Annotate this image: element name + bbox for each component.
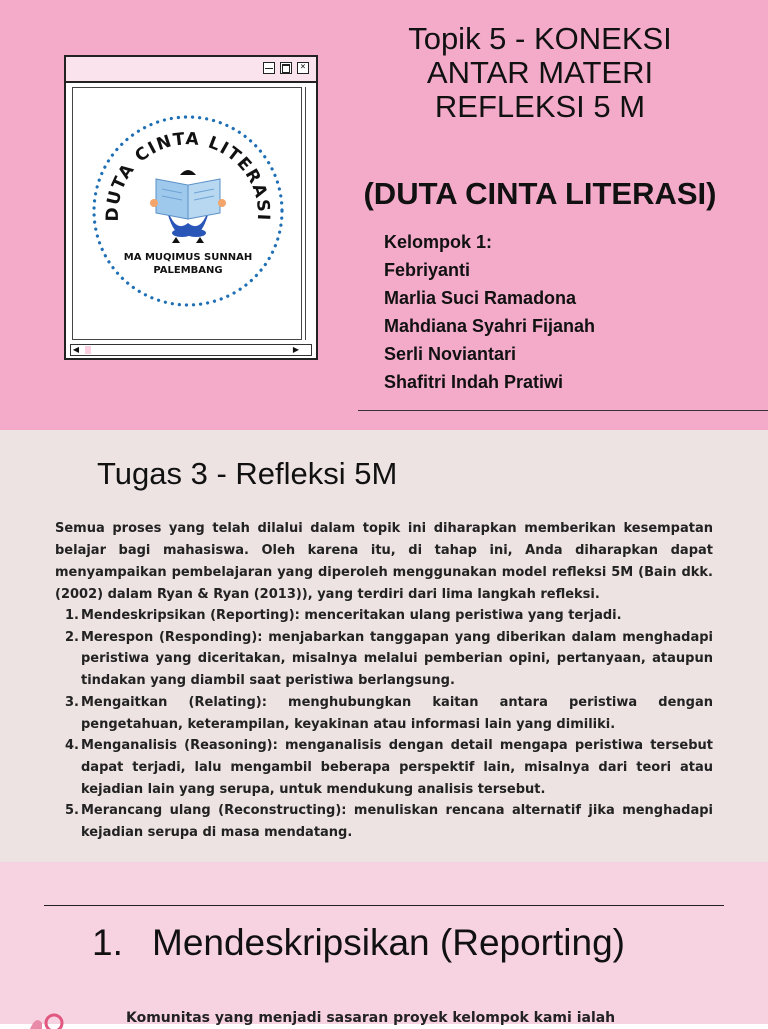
scroll-right-icon[interactable]: ▶ bbox=[292, 345, 300, 354]
member-name: Serli Noviantari bbox=[384, 344, 517, 364]
member-name: Febriyanti bbox=[384, 260, 471, 280]
step-number: 1. bbox=[65, 608, 79, 623]
step-number: 3. bbox=[65, 694, 79, 710]
scrollbar-thumb[interactable] bbox=[85, 346, 91, 354]
cover-section bbox=[0, 0, 768, 430]
step-number: 2. bbox=[65, 629, 79, 645]
steps-list bbox=[55, 605, 713, 844]
title-line-3: REFLEKSI 5 M bbox=[434, 89, 646, 124]
task-heading: Tugas 3 - Refleksi 5M bbox=[97, 456, 398, 491]
page-subtitle: (DUTA CINTA LITERASI) bbox=[363, 176, 717, 211]
logo-arc-text: DUTA CINTA LITERASI bbox=[102, 129, 274, 223]
window-frame bbox=[64, 55, 318, 360]
member-name: Mahdiana Syahri Fijanah bbox=[384, 316, 596, 336]
divider bbox=[44, 905, 724, 906]
vertical-scrollbar[interactable] bbox=[305, 87, 314, 340]
title-line-2: ANTAR MATERI bbox=[426, 55, 654, 90]
step-text: Menganalisis (Reasoning): menganalisis dengan detail mengapa peristiwa tersebut dapat terjadi, lalu mengambil beberapa perspektif lain, misalnya dari teori atau kejadian lain yang serupa, untuk mendukung analisis tersebut. bbox=[81, 738, 713, 797]
divider bbox=[358, 410, 768, 411]
member-name: Shafitri Indah Pratiwi bbox=[384, 372, 564, 392]
list-item bbox=[55, 800, 713, 843]
logo-school-line-2: PALEMBANG bbox=[153, 265, 223, 276]
section-heading-text: Mendeskripsikan (Reporting) bbox=[152, 922, 625, 963]
maximize-icon[interactable] bbox=[280, 62, 292, 74]
member-list bbox=[384, 228, 595, 396]
logo-graphic bbox=[90, 113, 286, 309]
decorative-figure-icon bbox=[30, 1009, 70, 1029]
list-item bbox=[55, 692, 713, 735]
task-intro: Semua proses yang telah dilalui dalam topik ini diharapkan memberikan kesempatan belajar bagi mahasiswa. Oleh karena itu, di tahap ini, Anda diharapkan dapat menyampaikan pembelajaran yang diperoleh menggunakan model refleksi 5M (Bain dkk. (2002) dalam Ryan & Ryan (2013)), yang terdiri dari lima langkah refleksi. bbox=[55, 521, 713, 602]
close-icon[interactable]: × bbox=[297, 62, 309, 74]
task-section bbox=[0, 430, 768, 862]
minimize-icon[interactable] bbox=[263, 62, 275, 74]
step-number: 5. bbox=[65, 803, 79, 819]
list-item bbox=[55, 735, 713, 800]
logo-school-name bbox=[90, 251, 286, 277]
step-text: Merespon (Responding): menjabarkan tanggapan yang diberikan dalam menghadapi peristiwa yang diceritakan, misalnya melalui pemberian opini, pertanyaan, ataupun tindakan yang diambil saat peristiwa berlangsung. bbox=[81, 629, 713, 689]
step-text: Mendeskripsikan (Reporting): menceritakan ulang peristiwa yang terjadi. bbox=[81, 608, 622, 623]
list-item bbox=[55, 605, 713, 627]
group-label: Kelompok 1: bbox=[384, 232, 493, 252]
window-title-bar bbox=[66, 57, 316, 83]
reading-person-icon bbox=[150, 170, 226, 243]
page-title bbox=[340, 22, 740, 124]
logo bbox=[90, 113, 286, 309]
step-number: 4. bbox=[65, 738, 79, 754]
member-name: Marlia Suci Ramadona bbox=[384, 288, 577, 308]
section-number: 1. bbox=[92, 922, 123, 963]
reporting-section bbox=[0, 862, 768, 1024]
logo-school-line-1: MA MUQIMUS SUNNAH bbox=[123, 252, 253, 263]
step-text: Mengaitkan (Relating): menghubungkan kaitan antara peristiwa dengan pengetahuan, keterampilan, keyakinan atau informasi lain yang dimiliki. bbox=[81, 694, 713, 732]
title-line-1: Topik 5 - KONEKSI bbox=[408, 21, 672, 56]
list-item bbox=[55, 627, 713, 692]
horizontal-scrollbar[interactable] bbox=[70, 344, 312, 356]
section-heading bbox=[92, 922, 625, 964]
step-text: Merancang ulang (Reconstructing): menuliskan rencana alternatif jika menghadapi kejadian serupa di masa mendatang. bbox=[81, 803, 713, 841]
scroll-left-icon[interactable]: ◀ bbox=[72, 345, 80, 354]
section-paragraph: Komunitas yang menjadi sasaran proyek kelompok kami ialah bbox=[126, 1010, 616, 1026]
